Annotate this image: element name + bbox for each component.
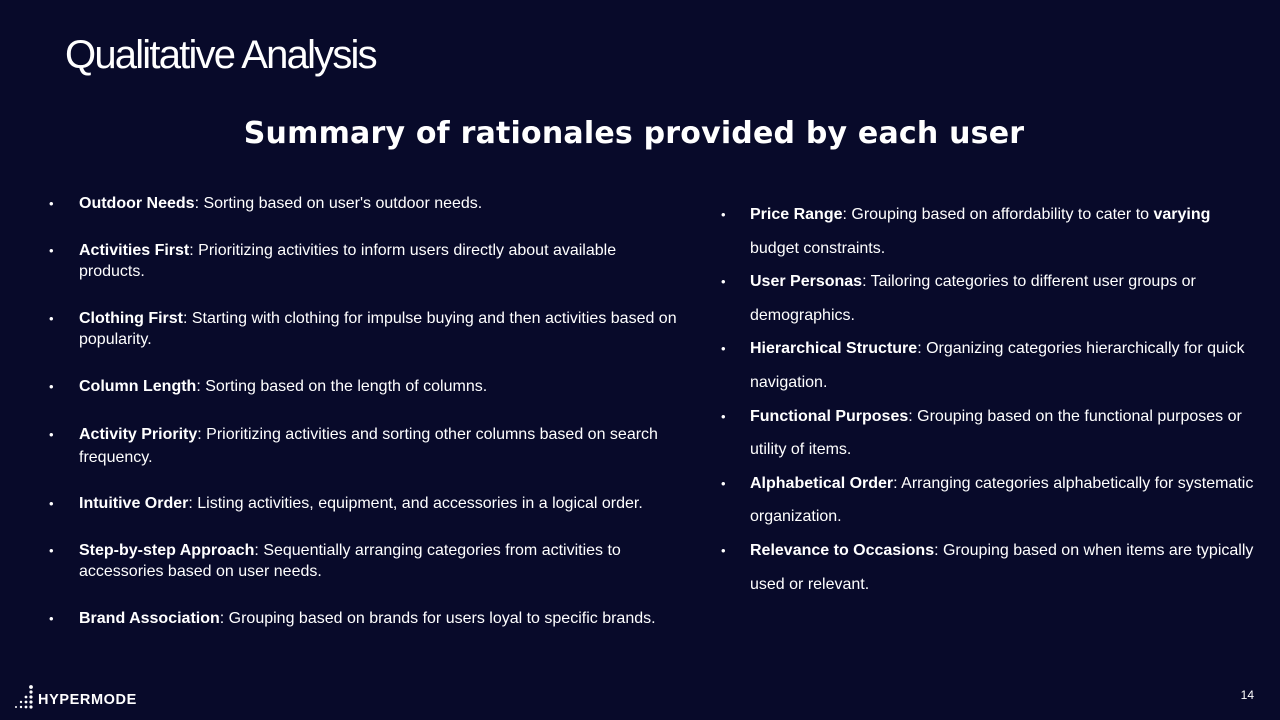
logo-text: HYPERMODE bbox=[38, 691, 137, 708]
list-item-term: Brand Association bbox=[79, 610, 220, 627]
left-rationale-list bbox=[79, 193, 685, 655]
list-item-text: : Organizing categories hierarchically for quick navigation. bbox=[750, 340, 1245, 391]
list-item bbox=[79, 376, 685, 397]
list-item-text: : Grouping based on affordability to cater to bbox=[842, 206, 1154, 223]
list-item-text: : Grouping based on brands for users loyal to specific brands. bbox=[219, 610, 656, 627]
list-item-text: : Grouping based on the functional purposes or utility of items. bbox=[750, 407, 1242, 459]
slide-title: Qualitative Analysis bbox=[65, 33, 376, 77]
list-item-text: : Tailoring categories to different user groups or demographics. bbox=[750, 273, 1196, 324]
hypermode-logo bbox=[12, 684, 137, 710]
list-item-term: Hierarchical Structure bbox=[750, 340, 918, 358]
list-item-text: : Sorting based on the length of columns. bbox=[196, 378, 488, 395]
list-item-text: : Listing activities, equipment, and accessories in a logical order. bbox=[188, 495, 643, 512]
list-item-term: Activity Priority bbox=[79, 426, 198, 443]
list-item bbox=[79, 493, 685, 514]
list-item bbox=[750, 534, 1255, 601]
list-item-term: Outdoor Needs bbox=[79, 195, 195, 212]
list-item-emphasis: varying bbox=[1153, 206, 1211, 223]
list-item bbox=[79, 423, 685, 469]
list-item-term: Clothing First bbox=[79, 310, 183, 327]
list-item-term: Functional Purposes bbox=[750, 407, 909, 425]
list-item-term: Step-by-step Approach bbox=[79, 542, 255, 559]
list-item-term: Price Range bbox=[750, 206, 843, 223]
list-item bbox=[750, 400, 1255, 467]
list-item bbox=[79, 308, 685, 350]
list-item-term: Column Length bbox=[79, 378, 197, 395]
list-item-text: : Starting with clothing for impulse buying and then activities based on popularity. bbox=[79, 310, 677, 348]
hypermode-dots-icon bbox=[12, 684, 34, 710]
list-item-text: : Arranging categories alphabetically for systematic organization. bbox=[750, 474, 1254, 526]
list-item bbox=[750, 198, 1255, 265]
page-number: 14 bbox=[1240, 688, 1254, 702]
list-item-text: : Grouping based on when items are typically used or relevant. bbox=[750, 541, 1254, 593]
list-item-text: : Sorting based on user's outdoor needs. bbox=[194, 195, 483, 212]
list-item-text: : Prioritizing activities to inform users directly about available products. bbox=[79, 242, 617, 280]
list-item bbox=[79, 540, 685, 582]
list-item-term: Relevance to Occasions bbox=[750, 541, 935, 559]
list-item-term: Activities First bbox=[79, 242, 190, 259]
list-item bbox=[750, 467, 1255, 534]
list-item bbox=[79, 608, 685, 629]
list-item bbox=[79, 193, 685, 214]
list-item-text-after: budget constraints. bbox=[750, 239, 886, 257]
right-rationale-list bbox=[750, 198, 1255, 601]
list-item-term: Intuitive Order bbox=[79, 495, 189, 512]
slide-subtitle: Summary of rationales provided by each user bbox=[243, 116, 1025, 151]
list-item-term: Alphabetical Order bbox=[750, 474, 894, 492]
list-item-text: : Sequentially arranging categories from activities to accessories based on user needs. bbox=[79, 542, 621, 580]
list-item bbox=[750, 332, 1255, 399]
list-item-text: : Prioritizing activities and sorting other columns based on search frequency. bbox=[79, 426, 658, 466]
list-item bbox=[750, 265, 1255, 332]
list-item bbox=[79, 240, 685, 282]
list-item-term: User Personas bbox=[750, 273, 863, 291]
